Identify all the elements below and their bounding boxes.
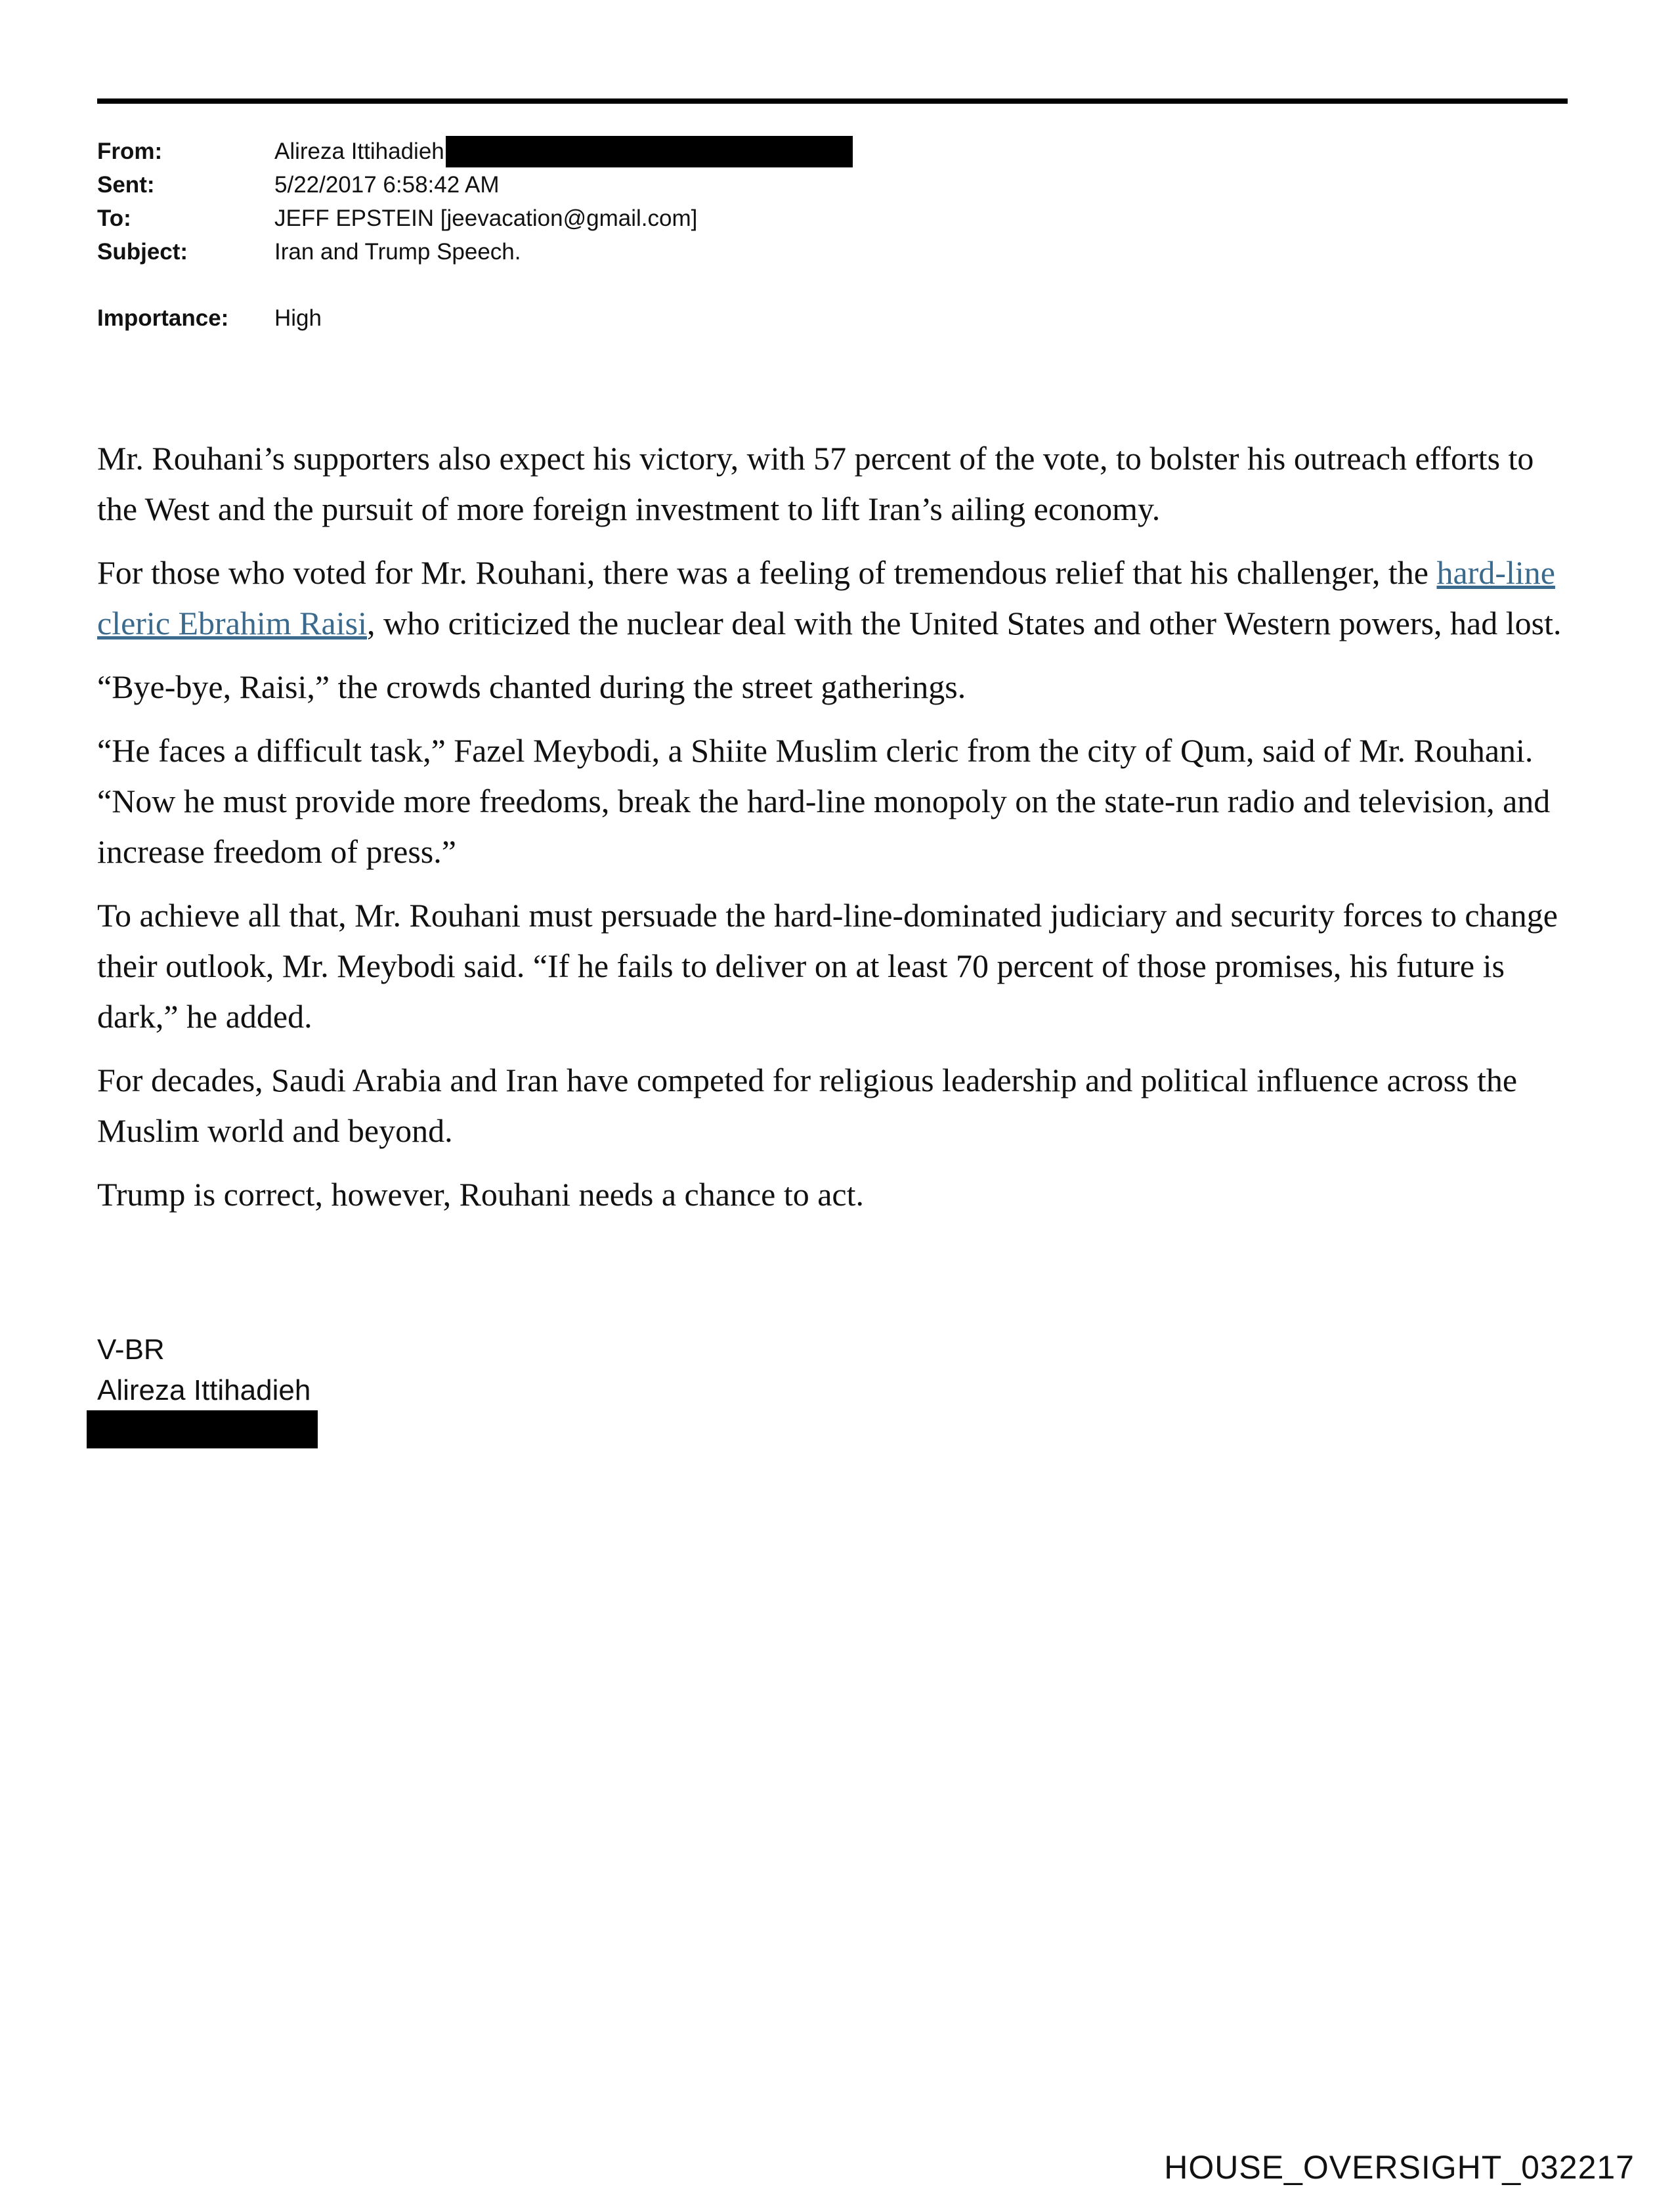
signature-redaction [87,1410,318,1448]
to-value: JEFF EPSTEIN [jeevacation@gmail.com] [274,206,698,231]
body-paragraph: Trump is correct, however, Rouhani needs a chance to act. [97,1176,864,1213]
raisi-link[interactable]: hard-line cleric Ebrahim Raisi [97,554,1555,641]
from-name: Alireza Ittihadieh [274,139,444,164]
body-paragraph [97,548,1581,649]
body-paragraph: For decades, Saudi Arabia and Iran have competed for religious leadership and political influence across the Muslim world and beyond. [97,1062,1518,1149]
from-label: From: [97,139,163,164]
from-row [97,135,853,168]
bates-number: HOUSE_OVERSIGHT_032217 [1164,2149,1635,2186]
importance-value: High [274,305,322,331]
importance-label: Importance: [97,305,229,331]
importance-row [97,301,853,335]
body-paragraph: Mr. Rouhani’s supporters also expect his victory, with 57 percent of the vote, to bolster his outreach efforts to the West and the pursuit of more foreign investment to lift Iran’s ailing economy. [97,440,1534,527]
body-paragraph: “He faces a difficult task,” Fazel Meybodi, a Shiite Muslim cleric from the city of Qum, said of Mr. Rouhani. “Now he must provide more freedoms, break the hard-line monopoly on the state-run radio and television, and increase freedom of press.” [97,732,1551,870]
signature-name: Alireza Ittihadieh [97,1374,311,1406]
body-text-segment: , who criticized the nuclear deal with the United States and other Western powers, had lost. [366,605,1562,641]
subject-value: Iran and Trump Speech. [274,239,521,265]
to-label: To: [97,206,131,231]
signature-closing: V-BR [97,1334,165,1366]
signature-block [97,1330,311,1411]
body-paragraph: To achieve all that, Mr. Rouhani must persuade the hard-line-dominated judiciary and security forces to change their outlook, Mr. Meybodi said. “If he fails to deliver on at least 70 percent of those promises, his future is dark,” he added. [97,897,1558,1035]
body-text-segment: For those who voted for Mr. Rouhani, there was a feeling of tremendous relief that his challenger, the [97,554,1437,591]
redaction-block [446,136,853,167]
header-divider [97,98,1568,104]
to-row [97,202,853,235]
from-value [274,135,853,168]
body-paragraph: “Bye-bye, Raisi,” the crowds chanted during the street gatherings. [97,668,966,705]
subject-row [97,235,853,269]
sent-value: 5/22/2017 6:58:42 AM [274,172,500,198]
sent-row [97,168,853,202]
sent-label: Sent: [97,172,155,198]
subject-label: Subject: [97,239,188,265]
email-body [97,433,1581,1233]
email-header [97,135,853,335]
